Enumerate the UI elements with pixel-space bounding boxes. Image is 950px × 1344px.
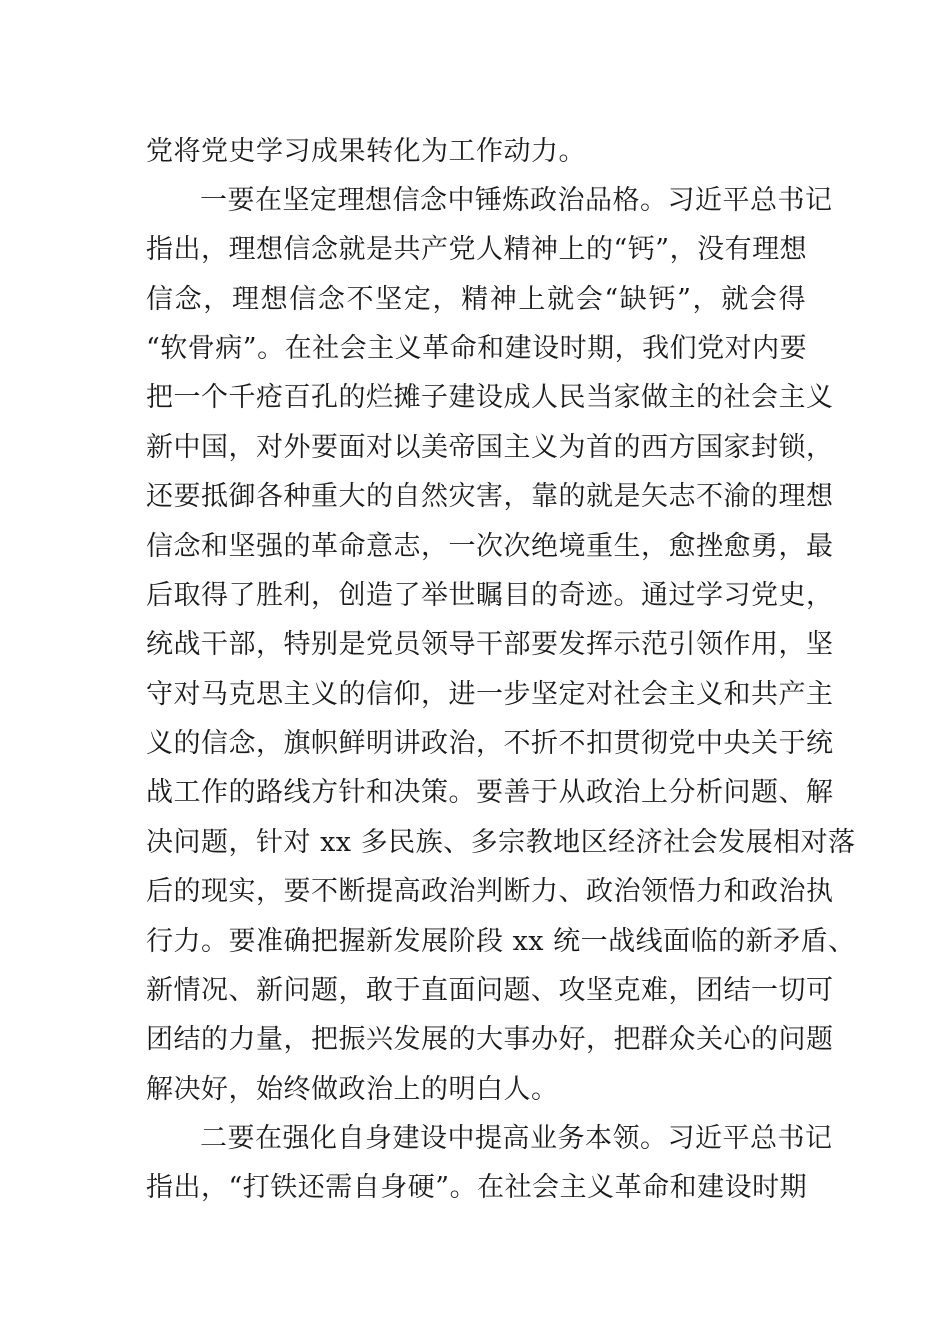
text-line: 指出，“打铁还需自身硬”。在社会主义革命和建设时期	[146, 1172, 808, 1203]
paragraph-start-line: 一要在坚定理想信念中锤炼政治品格。习近平总书记	[200, 185, 833, 216]
text-line: 战工作的路线方针和决策。要善于从政治上分析问题、解	[146, 777, 834, 808]
text-line: 决问题，针对 xx 多民族、多宗教地区经济社会发展相对落	[146, 827, 856, 858]
paragraph-start-line: 二要在强化自身建设中提高业务本领。习近平总书记	[200, 1123, 833, 1154]
text-line: 指出，理想信念就是共产党人精神上的“钙”，没有理想	[146, 234, 808, 265]
text-line: 行力。要准确把握新发展阶段 xx 统一战线面临的新矛盾、	[146, 926, 856, 957]
text-line: 新中国，对外要面对以美帝国主义为首的西方国家封锁，	[146, 432, 834, 463]
text-line: 信念，理想信念不坚定，精神上就会“缺钙”，就会得	[146, 284, 806, 315]
text-line: 后取得了胜利，创造了举世瞩目的奇迹。通过学习党史，	[146, 580, 834, 611]
text-line: 新情况、新问题，敢于直面问题、攻坚克难，团结一切可	[146, 975, 834, 1006]
text-line: 解决好，始终做政治上的明白人。	[146, 1074, 559, 1105]
text-line: 统战干部，特别是党员领导干部要发挥示范引领作用，坚	[146, 629, 834, 660]
text-line: 义的信念，旗帜鲜明讲政治，不折不扣贯彻党中央关于统	[146, 728, 834, 759]
text-line: 团结的力量，把振兴发展的大事办好，把群众关心的问题	[146, 1024, 834, 1055]
text-line: 党将党史学习成果转化为工作动力。	[146, 136, 586, 167]
text-line: “软骨病”。在社会主义革命和建设时期，我们党对内要	[146, 333, 808, 364]
text-line: 守对马克思主义的信仰，进一步坚定对社会主义和共产主	[146, 679, 834, 710]
text-line: 后的现实，要不断提高政治判断力、政治领悟力和政治执	[146, 876, 834, 907]
text-line: 信念和坚强的革命意志，一次次绝境重生，愈挫愈勇，最	[146, 531, 834, 562]
text-line: 把一个千疮百孔的烂摊子建设成人民当家做主的社会主义	[146, 382, 834, 413]
text-line: 还要抵御各种重大的自然灾害，靠的就是矢志不渝的理想	[146, 481, 834, 512]
